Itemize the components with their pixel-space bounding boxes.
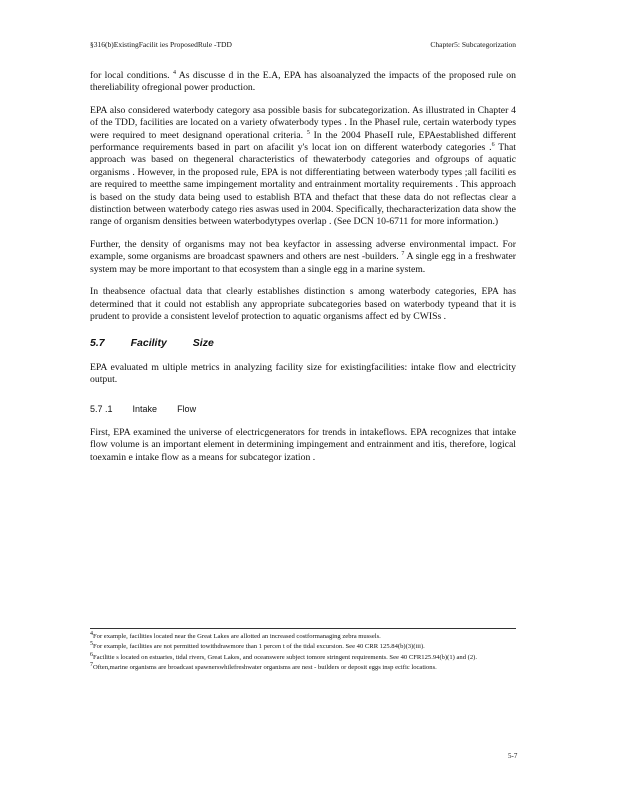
footnote: $^5$For example, facilities are not permitted towithdrawmore than 1 percen t of the tidal excursion. See 40 CRR 125.84(b)(3)(iii). [90, 641, 425, 651]
paragraph-3: Further, the density of organisms may not bea keyfactor in assessing adverse environmental impact. For example, some organisms are broadcast spawners and others are nest -builders. $^7$ A single egg in a freshwater system may be more important to that ecosystem than a single egg in a marine system. [90, 238, 516, 275]
footnotes [90, 632, 516, 674]
page-number: 5-7 [508, 752, 518, 760]
subsection-heading [90, 403, 516, 415]
footnote-ref-6: 6 [491, 141, 495, 148]
footnote-ref-5: 5 [306, 129, 310, 136]
header-right: Chapter5: Subcategorization [430, 40, 516, 49]
paragraph-1: for local conditions. $^4$ As discusse d in the E.A, EPA has alsoanalyzed the impacts of the proposed rule on thereliability ofregional power production. [90, 69, 516, 94]
footnote: $^4$For example, facilities located near the Great Lakes are allotted an increased costformanaging zebra mussels. [90, 630, 381, 640]
paragraph-2: EPA also considered waterbody category asa possible basis for subcategorization. As illustrated in Chapter 4 of the TDD, facilities are located on a variety ofwaterbody types . In the PhaseI rule, certain waterbody types were required to meet designand operational criteria. $^5$ In the 2004 PhaseII rule, EPAestablished different performance requirements based in part on afacilit y's locat ion on different waterbody categories .$^6$ That approach was based on thegeneral characteristics of thewaterbody categories and ofgroups of aquatic organisms . However, in the proposed rule, EPA is not differentiating between waterbody types ;all faciliti es are required to meetthe same impingement mortality and entrainment mortality requirements . This approach is based on the study data being used to establish BTA and thefact that these data do not reflectas clear a distinction between waterbody catego ries aswas used in 2004. Specifically, thecharacterization data show the range of organism densities between waterbodytypes overlap . (See DCN 10-6711 for more information.) [90, 104, 517, 228]
footnote: $^6$Facilitie s located on estuaries, tidal rivers, Great Lakes, and oceanswere subject tomore stringent requirements. See 40 CFR125.94(b)(1) and (2). [90, 651, 477, 661]
footnote-rule [90, 628, 516, 629]
section-heading [90, 337, 516, 349]
subsection-title-a: Intake [132, 403, 158, 414]
header-left: §316(b)ExistingFacilit ies ProposedRule -TDD [90, 40, 232, 49]
section-title-b: Size [192, 337, 214, 350]
subsection-number: 5.7 .1 [90, 403, 113, 414]
section-title-a: Facility [130, 337, 167, 350]
subsection-paragraph: First, EPA examined the universe of electricgenerators for trends in intakeflows. EPA recognizes that intake flow volume is an important element in determining impingement and entrainment and itis, therefore, logical toexamin e intake flow as a means for subcategor ization . [90, 426, 516, 463]
footnote-ref-4: 4 [172, 69, 176, 76]
footnote-ref-7: 7 [401, 251, 405, 258]
section-paragraph: EPA evaluated m ultiple metrics in analyzing facility size for existingfacilities: intake flow and electricity output. [90, 361, 516, 386]
paragraph-4: In theabsence ofactual data that clearly establishes distinction s among waterbody categories, EPA has determined that it could not establish any appropriate subcategories based on waterbody typeand that it is prudent to provide a consistent levelof protection to aquatic organisms affect ed by CWISs . [90, 286, 516, 322]
section-number: 5.7 [90, 337, 105, 350]
subsection-title-b: Flow [177, 403, 197, 414]
running-header [90, 40, 516, 49]
body-text [90, 70, 516, 474]
footnote: $^7$Often,marine organisms are broadcast spawnerswhilefreshwater organisms are nest - builders or deposit eggs insp ecific locations. [90, 662, 437, 672]
